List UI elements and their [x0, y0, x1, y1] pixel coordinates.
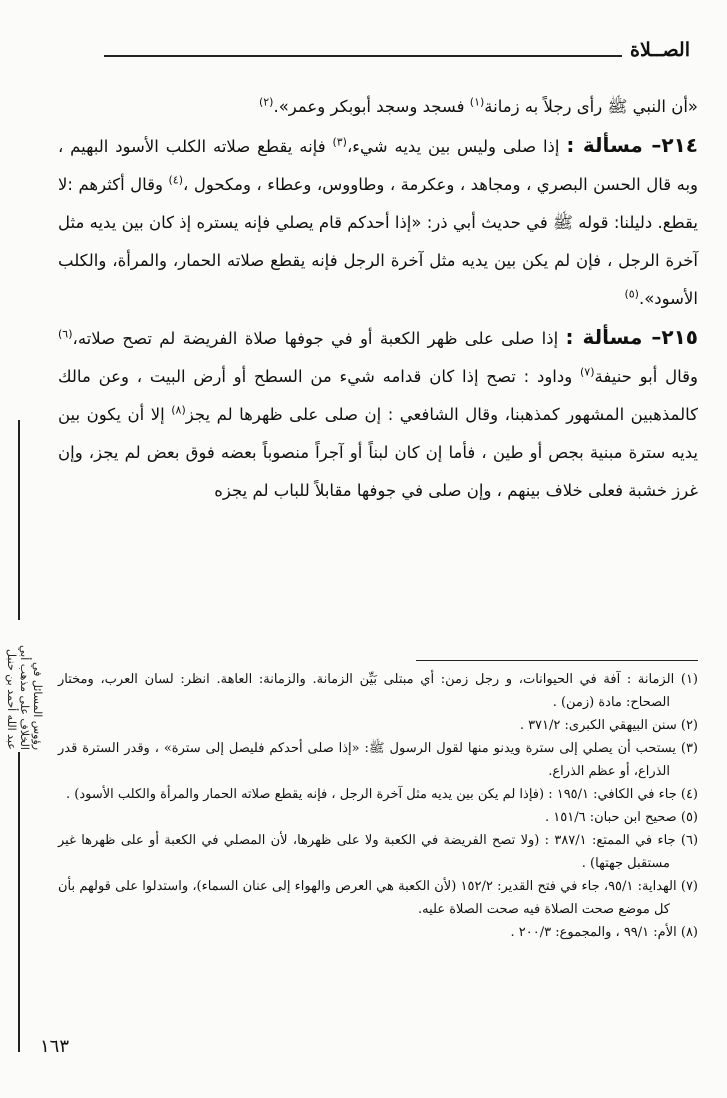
side-rule-bottom [18, 752, 20, 1052]
issue-keyword: مسألة : [565, 325, 643, 349]
footnote-5: (٥) صحيح ابن حبان: ١٥١/٦ . [545, 810, 698, 825]
footnote-ref-7[interactable]: (٧) [580, 365, 595, 379]
footnote-ref-1[interactable]: (١) [469, 95, 485, 109]
footnote-divider [416, 660, 698, 661]
side-rule-top [18, 420, 20, 620]
issue-number-215: ٢١٥– [642, 325, 699, 349]
paragraph-hadith: «أن النبي ﷺ رأى رجلاً به زمانة$^{(١)}$ فسجد وسجد أبوبكر وعمر».$^{(٢)}$ [258, 95, 698, 116]
chapter-title: الصــلاة [630, 39, 690, 61]
footnote-6: (٦) جاء في الممتع: ٣٨٧/١ : (ولا تصح الفريضة في الكعبة ولا على ظهرها، لأن المصلي في الكعبة أو على ظهرها غير مستقبل جهتها) . [58, 833, 699, 871]
paragraph-issue-214: ٢١٤– مسألة : إذا صلى وليس بين يديه شيء،$^{(٣)}$ فإنه يقطع صلاته الكلب الأسود البهيم ، وبه قال الحسن البصري ، ومجاهد ، وعكرمة ، وطاووس، وعطاء ، ومكحول ،$^{(٤)}$ وقال أكثرهم :لا يقطع. دليلنا: قوله ﷺ في حديث أبي ذر: «إذا أحدكم قام يصلي فإنه يستره إذ كان بين يديه مثل آخرة الرجل ، فإن لم يكن بين يديه مثل آخرة الرجل فإنه يقطع صلاته الحمار، والمرأة، والكلب الأسود».$^{(٥)}$ [58, 133, 698, 308]
footnote-ref-6[interactable]: (٦) [58, 327, 73, 341]
footnote-ref-2[interactable]: (٢) [258, 95, 274, 109]
footnote-4: (٤) جاء في الكافي: ١٩٥/١ : (فإذا لم يكن بين يديه مثل آخرة الرجل ، فإنه يقطع صلاته الحمار والمرأة والكلب الأسود) . [66, 787, 698, 802]
footnote-1: (١) الزمانة : آفة في الحيوانات، و رجل زمن: أي مبتلى بَيِّن الزمانة. والزمانة: العاهة. انظر: لسان العرب، ومختار الصحاح: مادة (زمن) . [58, 672, 698, 710]
footnote-2: (٢) سنن البيهقي الكبرى: ٣٧١/٢ . [519, 718, 698, 733]
footnote-7: (٧) الهداية: ٩٥/١، جاء في فتح القدير: ١٥٢/٢ (لأن الكعبة هي العرص والهواء إلى عنان السماء)، واستدلوا على قولهم بأن كل موضع صحت الصلاة فيه صحت الصلاة عليه. [58, 879, 698, 917]
footnote-ref-3[interactable]: (٣) [332, 135, 347, 149]
issue-keyword: مسألة : [566, 133, 643, 157]
page-number: ١٦٣ [40, 1036, 70, 1057]
main-text [58, 88, 698, 510]
running-header [104, 38, 690, 62]
footnote-8: (٨) الأم: ٩٩/١ ، والمجموع: ٢٠٠/٣ . [510, 925, 698, 940]
paragraph-issue-215: ٢١٥– مسألة : إذا صلى على ظهر الكعبة أو في جوفها صلاة الفريضة لم تصح صلاته،$^{(٦)}$ وقال أبو حنيفة$^{(٧)}$ وداود : تصح إذا كان قدامه شيء من السطح أو أرض البيت ، وعن مالك كالمذهبين المشهور كمذهبنا، وقال الشافعي : إن صلى على ظهرها لم يجز$^{(٨)}$ إلا أن يكون بين يديه سترة مبنية بجص أو طين ، فأما إن كان لبناً أو آجراً منصوباً بعضه فوق بعض لم يجز، وإن غرز خشبة فعلى خلاف بينهم ، وإن صلى في جوفها مقابلاً للباب لم يجزه [58, 325, 699, 500]
footnotes [58, 668, 698, 944]
footnote-ref-5[interactable]: (٥) [624, 287, 639, 301]
issue-number-214: ٢١٤– [642, 133, 698, 157]
book-title-vertical: رؤوس المسائل في الخلاف على مذهب أبي عبد الله أحمد بن حنبل [5, 645, 44, 750]
header-rule [104, 55, 622, 57]
footnote-ref-4[interactable]: (٤) [168, 173, 184, 187]
footnote-3: (٣) يستحب أن يصلي إلى سترة ويدنو منها لقول الرسول ﷺ: «إذا صلى أحدكم فليصل إلى سترة» ، وقدر السترة قدر الذراع، أو عظم الذراع. [58, 741, 698, 779]
footnote-ref-8[interactable]: (٨) [171, 403, 186, 417]
